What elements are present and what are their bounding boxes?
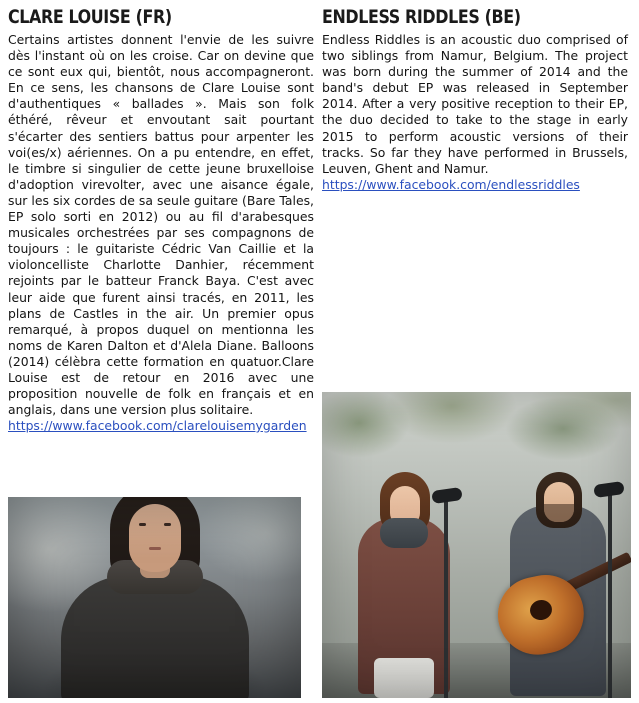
photo-vignette [8, 497, 301, 698]
artist-name-heading: CLARE LOUISE (FR) [8, 6, 172, 28]
artist-facebook-link[interactable]: https://www.facebook.com/clarelouisemygarden [8, 418, 307, 434]
artist-bio-text: Certains artistes donnent l'envie de les suivre dès l'instant où on les croise. Car on devine que ce sont eux qui, bientôt, nous accompagneront. En ce sens, les chansons de Clare Louise sont d'authentiques « ballades ». Mais son folk éthéré, rêveur et envoutant sait pourtant s'écarter des sentiers battus pour arpenter les voi(es/x) aériennes. On a pu entendre, en effet, le timbre si singulier de cette jeune bruxelloise d'adoption virevolter, avec une aisance égale, sur les six cordes de sa seule guitare (Bare Tales, EP solo sorti en 2012) ou au fil d'arabesques musicales orchestrées par ses compagnons de toujours : le guitariste Cédric Van Caillie et la violoncelliste Charlotte Danhier, récemment rejoints par le batteur Franck Baya. C'est avec leur aide que furent ainsi tracés, en 2011, les plans de Castles in the air. Un premier opus remarqué, à propos duquel on mentionna les noms de Karen Dalton et d'Alela Diane. Balloons (2014) célèbra cette formation en quatuor.Clare Louise est de retour en 2016 avec une proposition nouvelle de folk en français et en anglais, dans une version plus solitaire. [8, 32, 314, 418]
artist-entry-clare-louise [8, 0, 314, 434]
artist-entry-endless-riddles [322, 0, 628, 193]
artist-photo-clare-louise [8, 497, 301, 698]
artist-bio-text: Endless Riddles is an acoustic duo comprised of two siblings from Namur, Belgium. The project was born during the summer of 2014 and the band's debut EP was released in September 2014. After a very positive reception to their EP, the duo decided to take to the stage in early 2015 to perform acoustic versions of their tracks. So far they have performed in Brussels, Leuven, Ghent and Namur. [322, 32, 628, 176]
artist-name-heading: ENDLESS RIDDLES (BE) [322, 6, 521, 28]
artist-photo-endless-riddles [322, 392, 631, 698]
artist-facebook-link[interactable]: https://www.facebook.com/endlessriddles [322, 176, 580, 192]
photo-vignette [322, 392, 631, 698]
